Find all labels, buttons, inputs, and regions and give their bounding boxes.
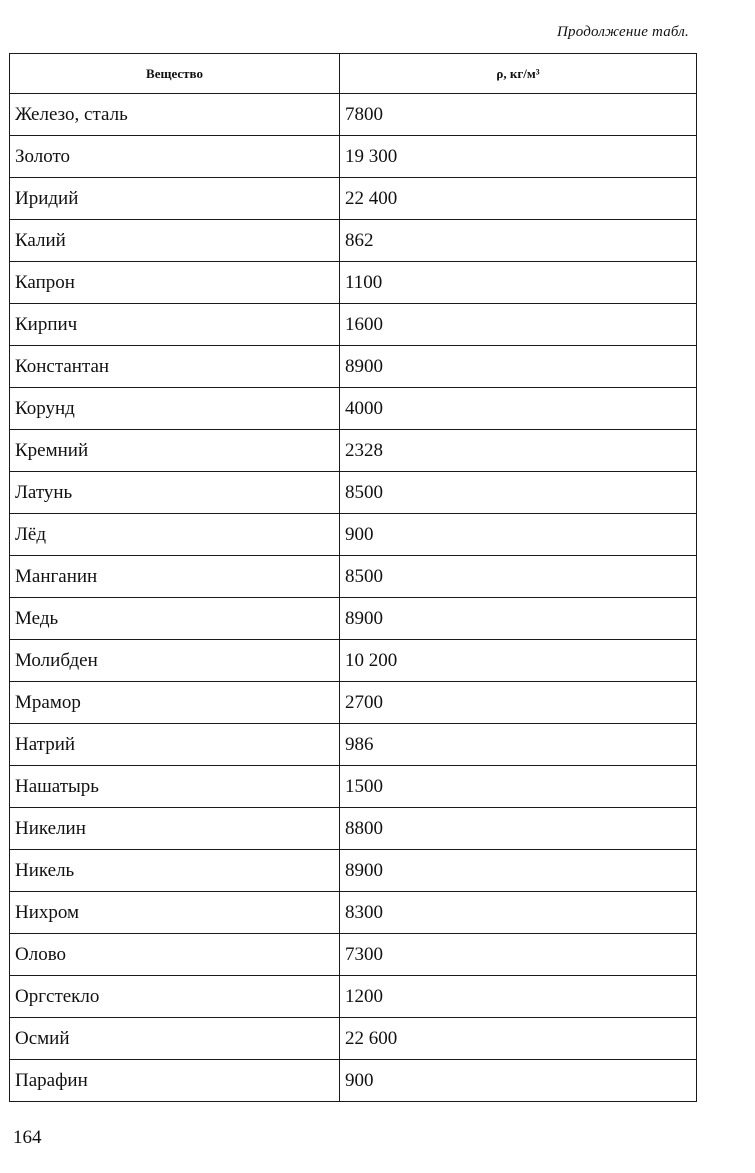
substance-cell: Молибден bbox=[10, 640, 340, 682]
substance-cell: Олово bbox=[10, 934, 340, 976]
substance-cell: Константан bbox=[10, 346, 340, 388]
density-cell: 1600 bbox=[340, 304, 697, 346]
substance-cell: Оргстекло bbox=[10, 976, 340, 1018]
density-cell: 10 200 bbox=[340, 640, 697, 682]
density-cell: 8300 bbox=[340, 892, 697, 934]
density-cell: 8500 bbox=[340, 556, 697, 598]
density-cell: 8900 bbox=[340, 346, 697, 388]
substance-cell: Нашатырь bbox=[10, 766, 340, 808]
table-continuation-caption: Продолжение табл. bbox=[556, 24, 689, 40]
table-row bbox=[10, 556, 697, 598]
table-row bbox=[10, 346, 697, 388]
table-row bbox=[10, 682, 697, 724]
density-cell: 1100 bbox=[340, 262, 697, 304]
table-row bbox=[10, 1018, 697, 1060]
density-cell: 22 400 bbox=[340, 178, 697, 220]
substance-cell: Лёд bbox=[10, 514, 340, 556]
density-cell: 900 bbox=[340, 514, 697, 556]
page-number: 164 bbox=[13, 1127, 42, 1148]
substance-cell: Корунд bbox=[10, 388, 340, 430]
table-row bbox=[10, 94, 697, 136]
table-row bbox=[10, 178, 697, 220]
density-cell: 1200 bbox=[340, 976, 697, 1018]
substance-cell: Осмий bbox=[10, 1018, 340, 1060]
table-header-row bbox=[10, 54, 697, 94]
substance-cell: Железо, сталь bbox=[10, 94, 340, 136]
density-cell: 8500 bbox=[340, 472, 697, 514]
density-cell: 1500 bbox=[340, 766, 697, 808]
header-density: ρ, кг/м³ bbox=[340, 54, 697, 94]
substance-cell: Никелин bbox=[10, 808, 340, 850]
density-cell: 8900 bbox=[340, 598, 697, 640]
density-cell: 2328 bbox=[340, 430, 697, 472]
density-cell: 900 bbox=[340, 1060, 697, 1102]
substance-cell: Медь bbox=[10, 598, 340, 640]
table-body bbox=[10, 94, 697, 1102]
table-row bbox=[10, 766, 697, 808]
table-row bbox=[10, 976, 697, 1018]
table-row bbox=[10, 262, 697, 304]
table-row bbox=[10, 1060, 697, 1102]
density-cell: 8800 bbox=[340, 808, 697, 850]
substance-cell: Кремний bbox=[10, 430, 340, 472]
density-cell: 22 600 bbox=[340, 1018, 697, 1060]
table-row bbox=[10, 514, 697, 556]
table-row bbox=[10, 724, 697, 766]
substance-cell: Натрий bbox=[10, 724, 340, 766]
table-row bbox=[10, 136, 697, 178]
substance-cell: Кирпич bbox=[10, 304, 340, 346]
substance-cell: Никель bbox=[10, 850, 340, 892]
table-row bbox=[10, 304, 697, 346]
substance-cell: Парафин bbox=[10, 1060, 340, 1102]
header-substance: Вещество bbox=[10, 54, 340, 94]
table-row bbox=[10, 850, 697, 892]
substance-cell: Капрон bbox=[10, 262, 340, 304]
substance-cell: Золото bbox=[10, 136, 340, 178]
table-row bbox=[10, 934, 697, 976]
table-row bbox=[10, 430, 697, 472]
substance-cell: Калий bbox=[10, 220, 340, 262]
density-cell: 2700 bbox=[340, 682, 697, 724]
table-row bbox=[10, 640, 697, 682]
substance-cell: Латунь bbox=[10, 472, 340, 514]
density-table bbox=[9, 53, 697, 1102]
substance-cell: Иридий bbox=[10, 178, 340, 220]
substance-cell: Нихром bbox=[10, 892, 340, 934]
table-row bbox=[10, 220, 697, 262]
density-cell: 19 300 bbox=[340, 136, 697, 178]
density-cell: 7300 bbox=[340, 934, 697, 976]
density-cell: 8900 bbox=[340, 850, 697, 892]
density-cell: 986 bbox=[340, 724, 697, 766]
table-row bbox=[10, 892, 697, 934]
density-cell: 7800 bbox=[340, 94, 697, 136]
table-row bbox=[10, 388, 697, 430]
table-row bbox=[10, 598, 697, 640]
density-cell: 4000 bbox=[340, 388, 697, 430]
substance-cell: Мрамор bbox=[10, 682, 340, 724]
substance-cell: Манганин bbox=[10, 556, 340, 598]
table-row bbox=[10, 472, 697, 514]
density-cell: 862 bbox=[340, 220, 697, 262]
table-row bbox=[10, 808, 697, 850]
